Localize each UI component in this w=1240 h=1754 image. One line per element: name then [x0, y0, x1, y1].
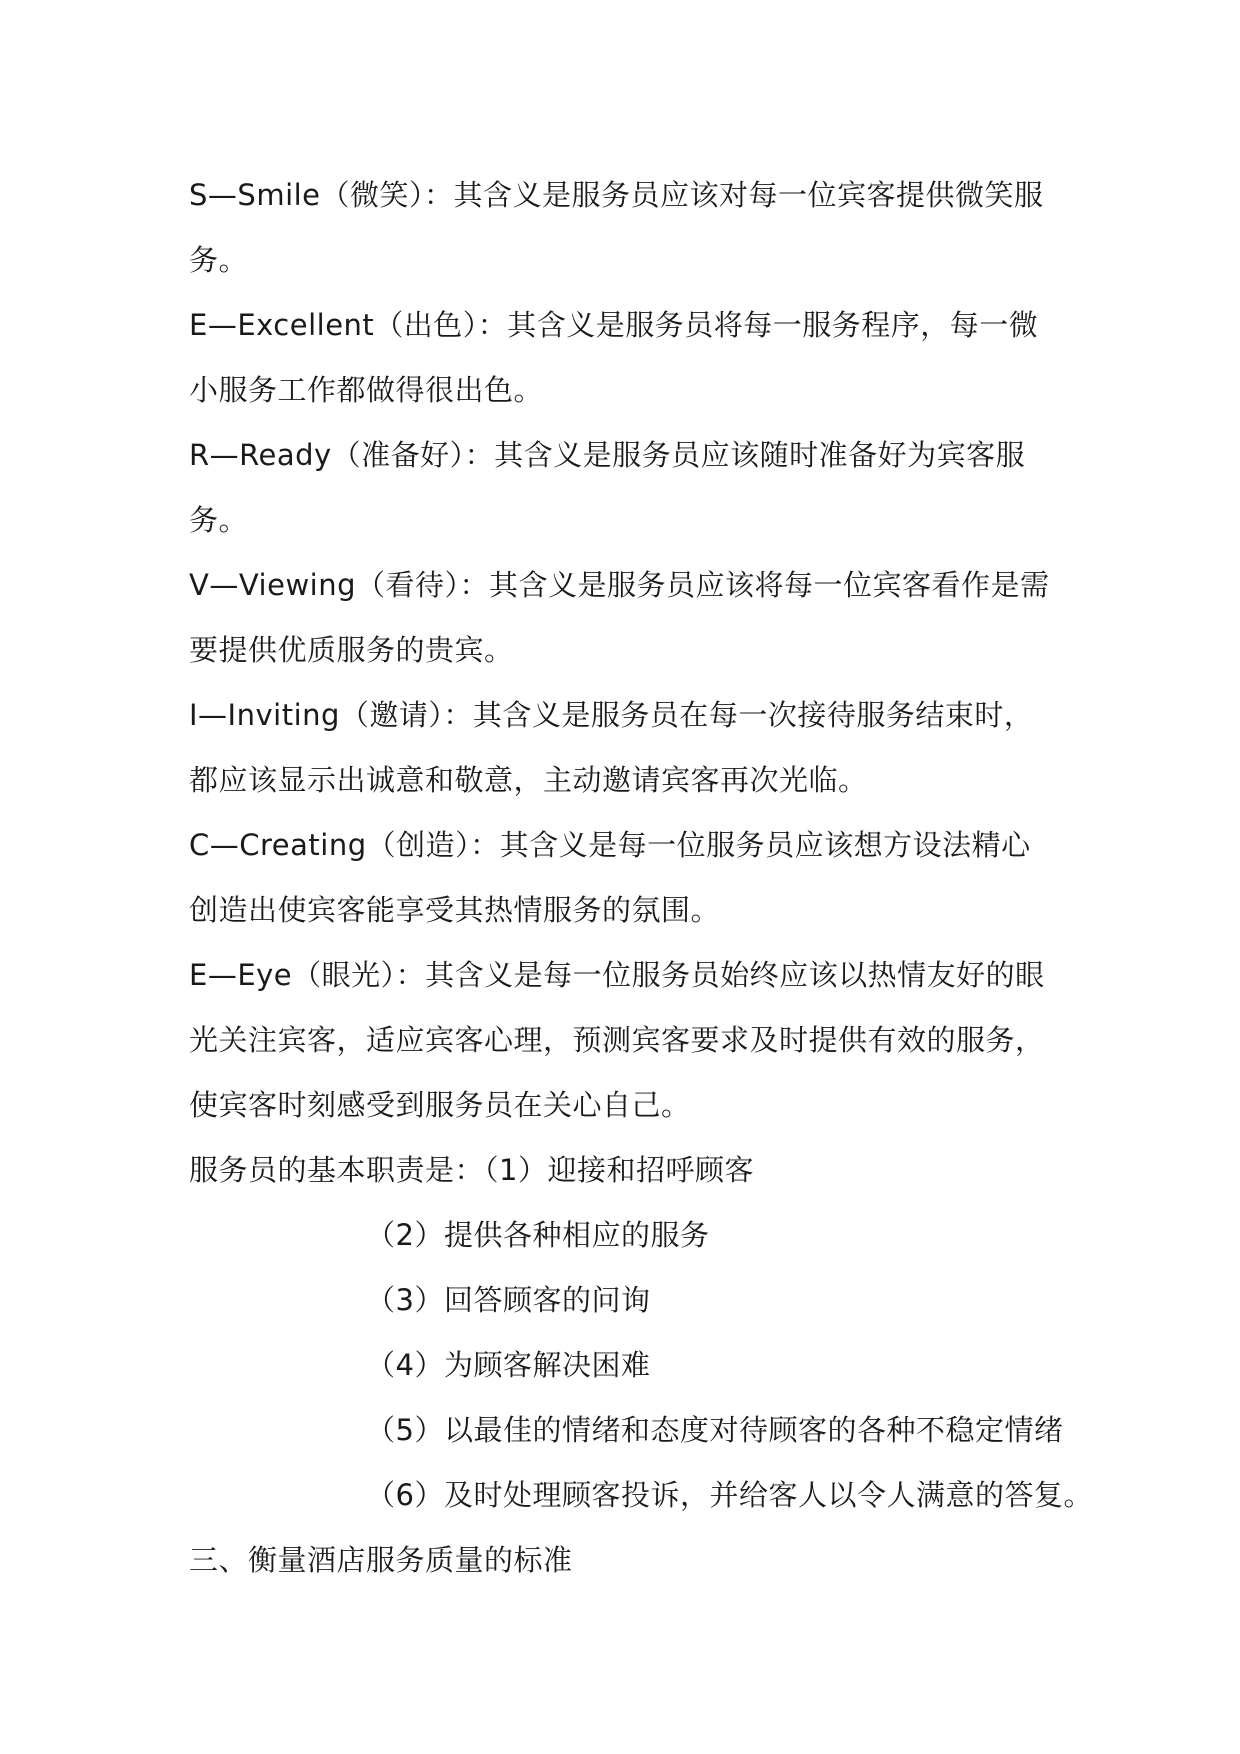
text-line-inviting: I—Inviting（邀请）：其含义是服务员在每一次接待服务结束时，: [189, 698, 1034, 732]
duty-item-2: （2）提供各种相应的服务: [366, 1218, 710, 1252]
text-line-eye: E—Eye（眼光）：其含义是每一位服务员始终应该以热情友好的眼: [189, 958, 1045, 992]
text-line: 创造出使宾客能享受其热情服务的氛围。: [189, 893, 721, 927]
duty-item-5: （5）以最佳的情绪和态度对待顾客的各种不稳定情绪: [366, 1413, 1064, 1447]
text-line: 使宾客时刻感受到服务员在关心自己。: [189, 1088, 691, 1122]
text-line-viewing: V—Viewing（看待）：其含义是服务员应该将每一位宾客看作是需: [189, 568, 1050, 602]
text-line-creating: C—Creating（创造）：其含义是每一位服务员应该想方设法精心: [189, 828, 1031, 862]
text-line: 小服务工作都做得很出色。: [189, 373, 544, 407]
text-line: 光关注宾客，适应宾客心理，预测宾客要求及时提供有效的服务，: [189, 1023, 1045, 1057]
text-line-ready: R—Ready（准备好）：其含义是服务员应该随时准备好为宾客服: [189, 438, 1026, 472]
duty-item-3: （3）回答顾客的问询: [366, 1283, 651, 1317]
duties-heading: 服务员的基本职责是：（1）迎接和招呼顾客: [189, 1153, 754, 1187]
text-line-smile: S—Smile（微笑）：其含义是服务员应该对每一位宾客提供微笑服: [189, 178, 1044, 212]
section-heading: 三、衡量酒店服务质量的标准: [189, 1543, 573, 1577]
text-line: 要提供优质服务的贵宾。: [189, 633, 514, 667]
text-line: 都应该显示出诚意和敬意，主动邀请宾客再次光临。: [189, 763, 868, 797]
text-line: 务。: [189, 503, 249, 537]
text-line: 务。: [189, 243, 249, 277]
duty-item-4: （4）为顾客解决困难: [366, 1348, 651, 1382]
duty-item-6: （6）及时处理顾客投诉，并给客人以令人满意的答复。: [366, 1478, 1093, 1512]
text-line-excellent: E—Excellent（出色）：其含义是服务员将每一服务程序，每一微: [189, 308, 1039, 342]
